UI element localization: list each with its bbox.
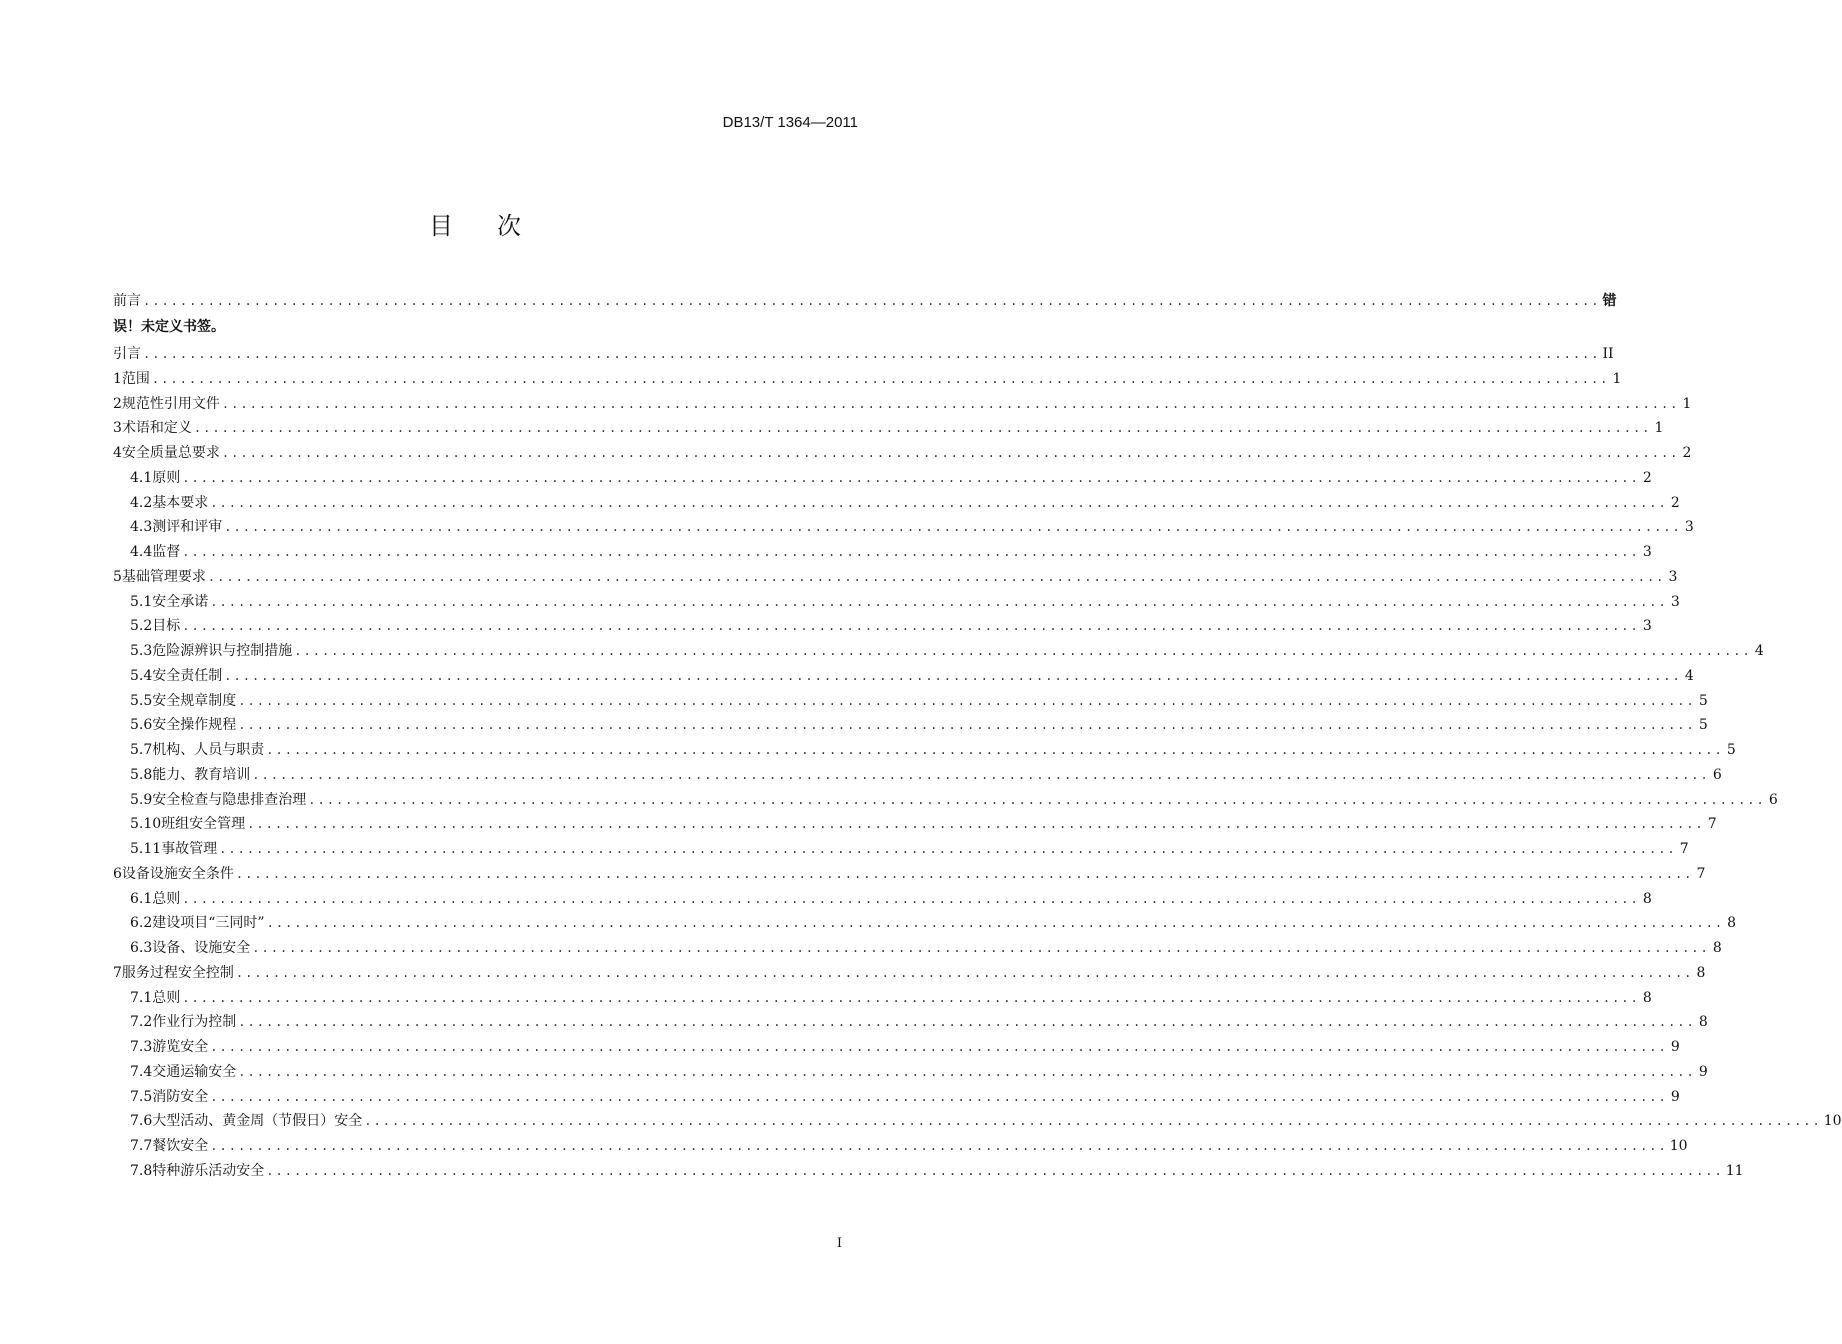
- toc-leader-dots: ..............................................................................................................................................................: [182, 891, 1640, 906]
- toc-entry-number: 4.4: [130, 544, 153, 560]
- toc-entry-number: 1: [113, 370, 122, 387]
- toc-leader-dots: ..............................................................................................................................................................: [193, 421, 1652, 436]
- toc-entry-label: 设备、设施安全: [152, 940, 251, 956]
- toc-entry-number: 5.1: [130, 593, 153, 610]
- toc-entry[interactable]: [113, 986, 1652, 1011]
- toc-entry[interactable]: [113, 1109, 1842, 1134]
- toc-entry[interactable]: [113, 1134, 1688, 1159]
- toc-entry-page: 8: [1712, 940, 1722, 956]
- document-code: DB13/T 1364—2011: [722, 114, 858, 131]
- toc-entry-label: 建设项目“三同时”: [152, 915, 265, 932]
- toc-entry-label: 班组安全管理: [161, 816, 246, 833]
- toc-entry-number: 2: [113, 395, 122, 412]
- toc-entry-label: 安全规章制度: [152, 692, 237, 709]
- toc-leader-dots: ..............................................................................................................................................................: [238, 1064, 1696, 1079]
- toc-entry-label: 引言: [113, 346, 141, 362]
- toc-entry-number: 7.3: [130, 1039, 153, 1055]
- toc-entry[interactable]: [113, 392, 1692, 417]
- toc-entry-label: 安全质量总要求: [121, 445, 220, 461]
- toc-entry-label: 餐饮安全: [152, 1138, 209, 1154]
- toc-entry-label: 能力、教育培训: [152, 766, 251, 783]
- toc-leader-dots: ..............................................................................................................................................................: [224, 520, 1682, 535]
- toc-entry-label: 消防安全: [152, 1088, 209, 1105]
- toc-entry[interactable]: [113, 441, 1692, 466]
- toc-entry-number: 7.7: [130, 1138, 153, 1154]
- toc-entry[interactable]: [113, 1010, 1708, 1035]
- toc-entry-number: 5.4: [130, 667, 153, 684]
- toc-entry-page: 10: [1823, 1113, 1842, 1130]
- toc-leader-dots: ..............................................................................................................................................................: [364, 1114, 1822, 1129]
- toc-entry-number: 4: [113, 445, 122, 461]
- toc-entry-page: 4: [1754, 643, 1764, 659]
- toc-entry-page: 5: [1726, 742, 1736, 758]
- toc-leader-dots: ..............................................................................................................................................................: [238, 693, 1696, 708]
- toc-entry-page: 9: [1698, 1063, 1708, 1080]
- toc-leader-dots: ..............................................................................................................................................................: [266, 743, 1724, 757]
- toc-entry[interactable]: [113, 837, 1689, 862]
- toc-entry-label: 目标: [152, 618, 181, 635]
- toc-entry-label: 作业行为控制: [152, 1014, 237, 1031]
- toc-entry-page: 9: [1670, 1039, 1680, 1055]
- toc-entry-label: 游览安全: [152, 1039, 209, 1055]
- toc-entry-label: 测评和评审: [152, 519, 223, 536]
- toc-entry-label: 总则: [152, 989, 181, 1006]
- toc-entry-page: 8: [1642, 890, 1652, 907]
- toc-entry-number: 7.2: [130, 1014, 153, 1031]
- toc-entry-number: 6.1: [130, 890, 153, 907]
- toc-entry-page: 10: [1669, 1138, 1688, 1154]
- toc-leader-dots: ..............................................................................................................................................................: [224, 668, 1682, 683]
- toc-entry-number: 6: [113, 865, 122, 882]
- toc-leader-dots: ..............................................................................................................................................................: [238, 718, 1696, 733]
- toc-entry[interactable]: [113, 689, 1708, 714]
- toc-entry-label: 事故管理: [161, 841, 218, 857]
- toc-leader-dots: ..............................................................................................................................................................: [252, 941, 1710, 955]
- toc-leader-dots: ..............................................................................................................................................................: [247, 817, 1705, 832]
- toc-entry[interactable]: [113, 466, 1652, 491]
- toc-entry-page: 2: [1670, 494, 1680, 511]
- toc-entry[interactable]: [113, 342, 1614, 367]
- toc-entry-page: 错: [1602, 293, 1617, 309]
- toc-leader-dots: ..............................................................................................................................................................: [308, 792, 1766, 807]
- toc-entries: [113, 342, 1842, 1184]
- toc-entry-page: 1: [1682, 395, 1692, 412]
- toc-entry-label: 总则: [152, 890, 181, 907]
- toc-leader-dots: ..............................................................................................................................................................: [238, 1015, 1696, 1030]
- toc-entry-page: 3: [1668, 568, 1678, 585]
- toc-entry-page: 7: [1679, 841, 1689, 857]
- toc-leader-dots: ..............................................................................................................................................................: [221, 396, 1680, 411]
- toc-entry[interactable]: [113, 1035, 1680, 1060]
- toc-entry-page: 1: [1612, 370, 1622, 387]
- toc-entry[interactable]: [113, 515, 1694, 540]
- toc-entry-label: 机构、人员与职责: [152, 742, 265, 758]
- toc-entry[interactable]: [113, 713, 1708, 738]
- toc-leader-dots: ..............................................................................................................................................................: [221, 446, 1680, 460]
- toc-entry-number: 6.2: [130, 915, 153, 932]
- toc-entry[interactable]: [113, 788, 1778, 813]
- toc-entry-page: 5: [1698, 717, 1708, 734]
- toc-entry-page: II: [1602, 346, 1614, 362]
- toc-entry[interactable]: [113, 540, 1652, 565]
- toc-leader-dots: ..............................................................................................................................................................: [235, 965, 1694, 980]
- toc-leader-dots: ..............................................................................................................................................................: [210, 594, 1668, 609]
- toc-entry-page: 8: [1696, 964, 1706, 981]
- toc-entry-page: 4: [1684, 667, 1694, 684]
- page-number: I: [836, 1236, 842, 1251]
- toc-leader-dots: ..............................................................................................................................................................: [182, 990, 1640, 1005]
- toc-entry-number: 7.1: [130, 989, 153, 1006]
- toc-entry[interactable]: [113, 738, 1736, 763]
- toc-leader-dots: ..............................................................................................................................................................: [210, 1040, 1668, 1054]
- toc-entry-page: 7: [1696, 865, 1706, 882]
- toc-entry-number: 7.8: [130, 1162, 153, 1179]
- toc-entry-page: 3: [1684, 519, 1694, 536]
- toc-entry-label: 原则: [152, 469, 181, 486]
- toc-entry-page: 9: [1670, 1088, 1680, 1105]
- toc-entry[interactable]: [113, 639, 1764, 664]
- toc-entry[interactable]: [113, 416, 1664, 441]
- toc-entry[interactable]: [113, 911, 1737, 936]
- toc-entry-label: 安全责任制: [152, 667, 223, 684]
- toc-entry-page: 6: [1768, 791, 1778, 808]
- toc-entry-number: 7.6: [130, 1113, 153, 1130]
- toc-leader-dots: ..............................................................................................................................................................: [219, 842, 1677, 856]
- toc-entry[interactable]: [113, 491, 1680, 516]
- toc-entry-page: 11: [1725, 1162, 1744, 1179]
- toc-entry-label: 基本要求: [152, 494, 209, 511]
- toc-leader-dots: ..............................................................................................................................................................: [252, 767, 1710, 782]
- toc-error-message: 误！未定义书签。: [113, 319, 225, 335]
- toc-entry-number: 4.3: [130, 519, 153, 536]
- toc-entry[interactable]: [113, 961, 1706, 986]
- toc-entry[interactable]: [113, 763, 1722, 788]
- toc-entry-preface[interactable]: [113, 286, 1617, 316]
- toc-entry[interactable]: [113, 590, 1680, 615]
- toc-entry-number: 5.9: [130, 791, 153, 808]
- toc-entry-number: 4.1: [130, 469, 153, 486]
- toc-entry-number: 7.5: [130, 1088, 153, 1105]
- toc-title: 目次: [429, 212, 565, 240]
- toc-leader-dots: ..............................................................................................................................................................: [143, 294, 1601, 308]
- toc-entry-page: 8: [1698, 1014, 1708, 1031]
- toc-entry-number: 5.3: [130, 643, 153, 659]
- toc-entry-number: 6.3: [130, 940, 153, 956]
- toc-entry-number: 5.10: [130, 816, 162, 833]
- toc-entry[interactable]: [113, 887, 1652, 912]
- toc-entry[interactable]: [113, 812, 1717, 837]
- toc-leader-dots: ..............................................................................................................................................................: [182, 545, 1640, 559]
- toc-leader-dots: ..............................................................................................................................................................: [151, 371, 1610, 386]
- toc-leader-dots: ..............................................................................................................................................................: [210, 495, 1668, 510]
- toc-entry-page: 2: [1682, 445, 1692, 461]
- toc-entry-page: 3: [1642, 544, 1652, 560]
- toc-leader-dots: ..............................................................................................................................................................: [210, 1139, 1668, 1153]
- toc-leader-dots: ..............................................................................................................................................................: [210, 1089, 1668, 1104]
- toc-entry[interactable]: [113, 367, 1622, 392]
- toc-entry-page: 3: [1670, 593, 1680, 610]
- toc-leader-dots: ..............................................................................................................................................................: [182, 619, 1640, 634]
- toc-entry-label: 危险源辨识与控制措施: [152, 643, 293, 659]
- toc-entry-label: 安全检查与隐患排查治理: [152, 791, 307, 808]
- toc-entry-label: 设备设施安全条件: [121, 865, 234, 882]
- toc-leader-dots: ..............................................................................................................................................................: [266, 916, 1725, 931]
- toc-leader-dots: ..............................................................................................................................................................: [266, 1163, 1724, 1178]
- toc-entry[interactable]: [113, 936, 1722, 961]
- toc-entry-number: 7.4: [130, 1063, 153, 1080]
- toc-entry[interactable]: [113, 1060, 1708, 1085]
- toc-entry-page: 5: [1698, 692, 1708, 709]
- toc-entry-number: 3: [113, 420, 122, 437]
- toc-entry-page: 2: [1642, 469, 1652, 486]
- toc-entry-label: 服务过程安全控制: [121, 964, 234, 981]
- toc-entry-label: 前言: [113, 293, 141, 309]
- toc-entry-number: 5.11: [130, 841, 162, 857]
- toc-entry[interactable]: [113, 1159, 1744, 1184]
- toc-entry-number: 5.8: [130, 766, 153, 783]
- toc-leader-dots: ..............................................................................................................................................................: [207, 569, 1666, 584]
- toc-entry[interactable]: [113, 862, 1706, 887]
- toc-entry-number: 5.2: [130, 618, 153, 635]
- toc-entry-label: 基础管理要求: [121, 568, 206, 585]
- table-of-contents: [113, 286, 1842, 1184]
- toc-entry-page: 8: [1727, 915, 1737, 932]
- toc-entry-label: 监督: [152, 544, 181, 560]
- toc-leader-dots: ..............................................................................................................................................................: [235, 866, 1694, 881]
- toc-entry[interactable]: [113, 664, 1694, 689]
- toc-entry-page: 6: [1712, 766, 1722, 783]
- toc-entry-number: 4.2: [130, 494, 153, 511]
- toc-entry-page: 8: [1642, 989, 1652, 1006]
- toc-entry-label: 交通运输安全: [152, 1063, 237, 1080]
- toc-entry-label: 术语和定义: [121, 420, 192, 437]
- toc-entry-page: 3: [1642, 618, 1652, 635]
- toc-entry-label: 特种游乐活动安全: [152, 1162, 265, 1179]
- toc-entry-label: 规范性引用文件: [121, 395, 220, 412]
- toc-leader-dots: ..............................................................................................................................................................: [182, 470, 1640, 485]
- toc-entry-label: 安全操作规程: [152, 717, 237, 734]
- toc-entry-number: 5.5: [130, 692, 153, 709]
- toc-entry-number: 5.6: [130, 717, 153, 734]
- toc-entry-number: 5.7: [130, 742, 153, 758]
- toc-entry-label: 大型活动、黄金周（节假日）安全: [152, 1113, 363, 1130]
- toc-entry-number: 5: [113, 568, 122, 585]
- toc-entry-label: 范围: [121, 370, 150, 387]
- toc-leader-dots: ..............................................................................................................................................................: [143, 347, 1601, 361]
- toc-entry[interactable]: [113, 565, 1678, 590]
- toc-leader-dots: ..............................................................................................................................................................: [294, 644, 1752, 658]
- toc-entry-label: 安全承诺: [152, 593, 209, 610]
- toc-entry[interactable]: [113, 614, 1652, 639]
- toc-entry-number: 7: [113, 964, 122, 981]
- toc-entry[interactable]: [113, 1085, 1680, 1110]
- toc-entry-page: 1: [1654, 420, 1664, 437]
- toc-entry-page: 7: [1707, 816, 1717, 833]
